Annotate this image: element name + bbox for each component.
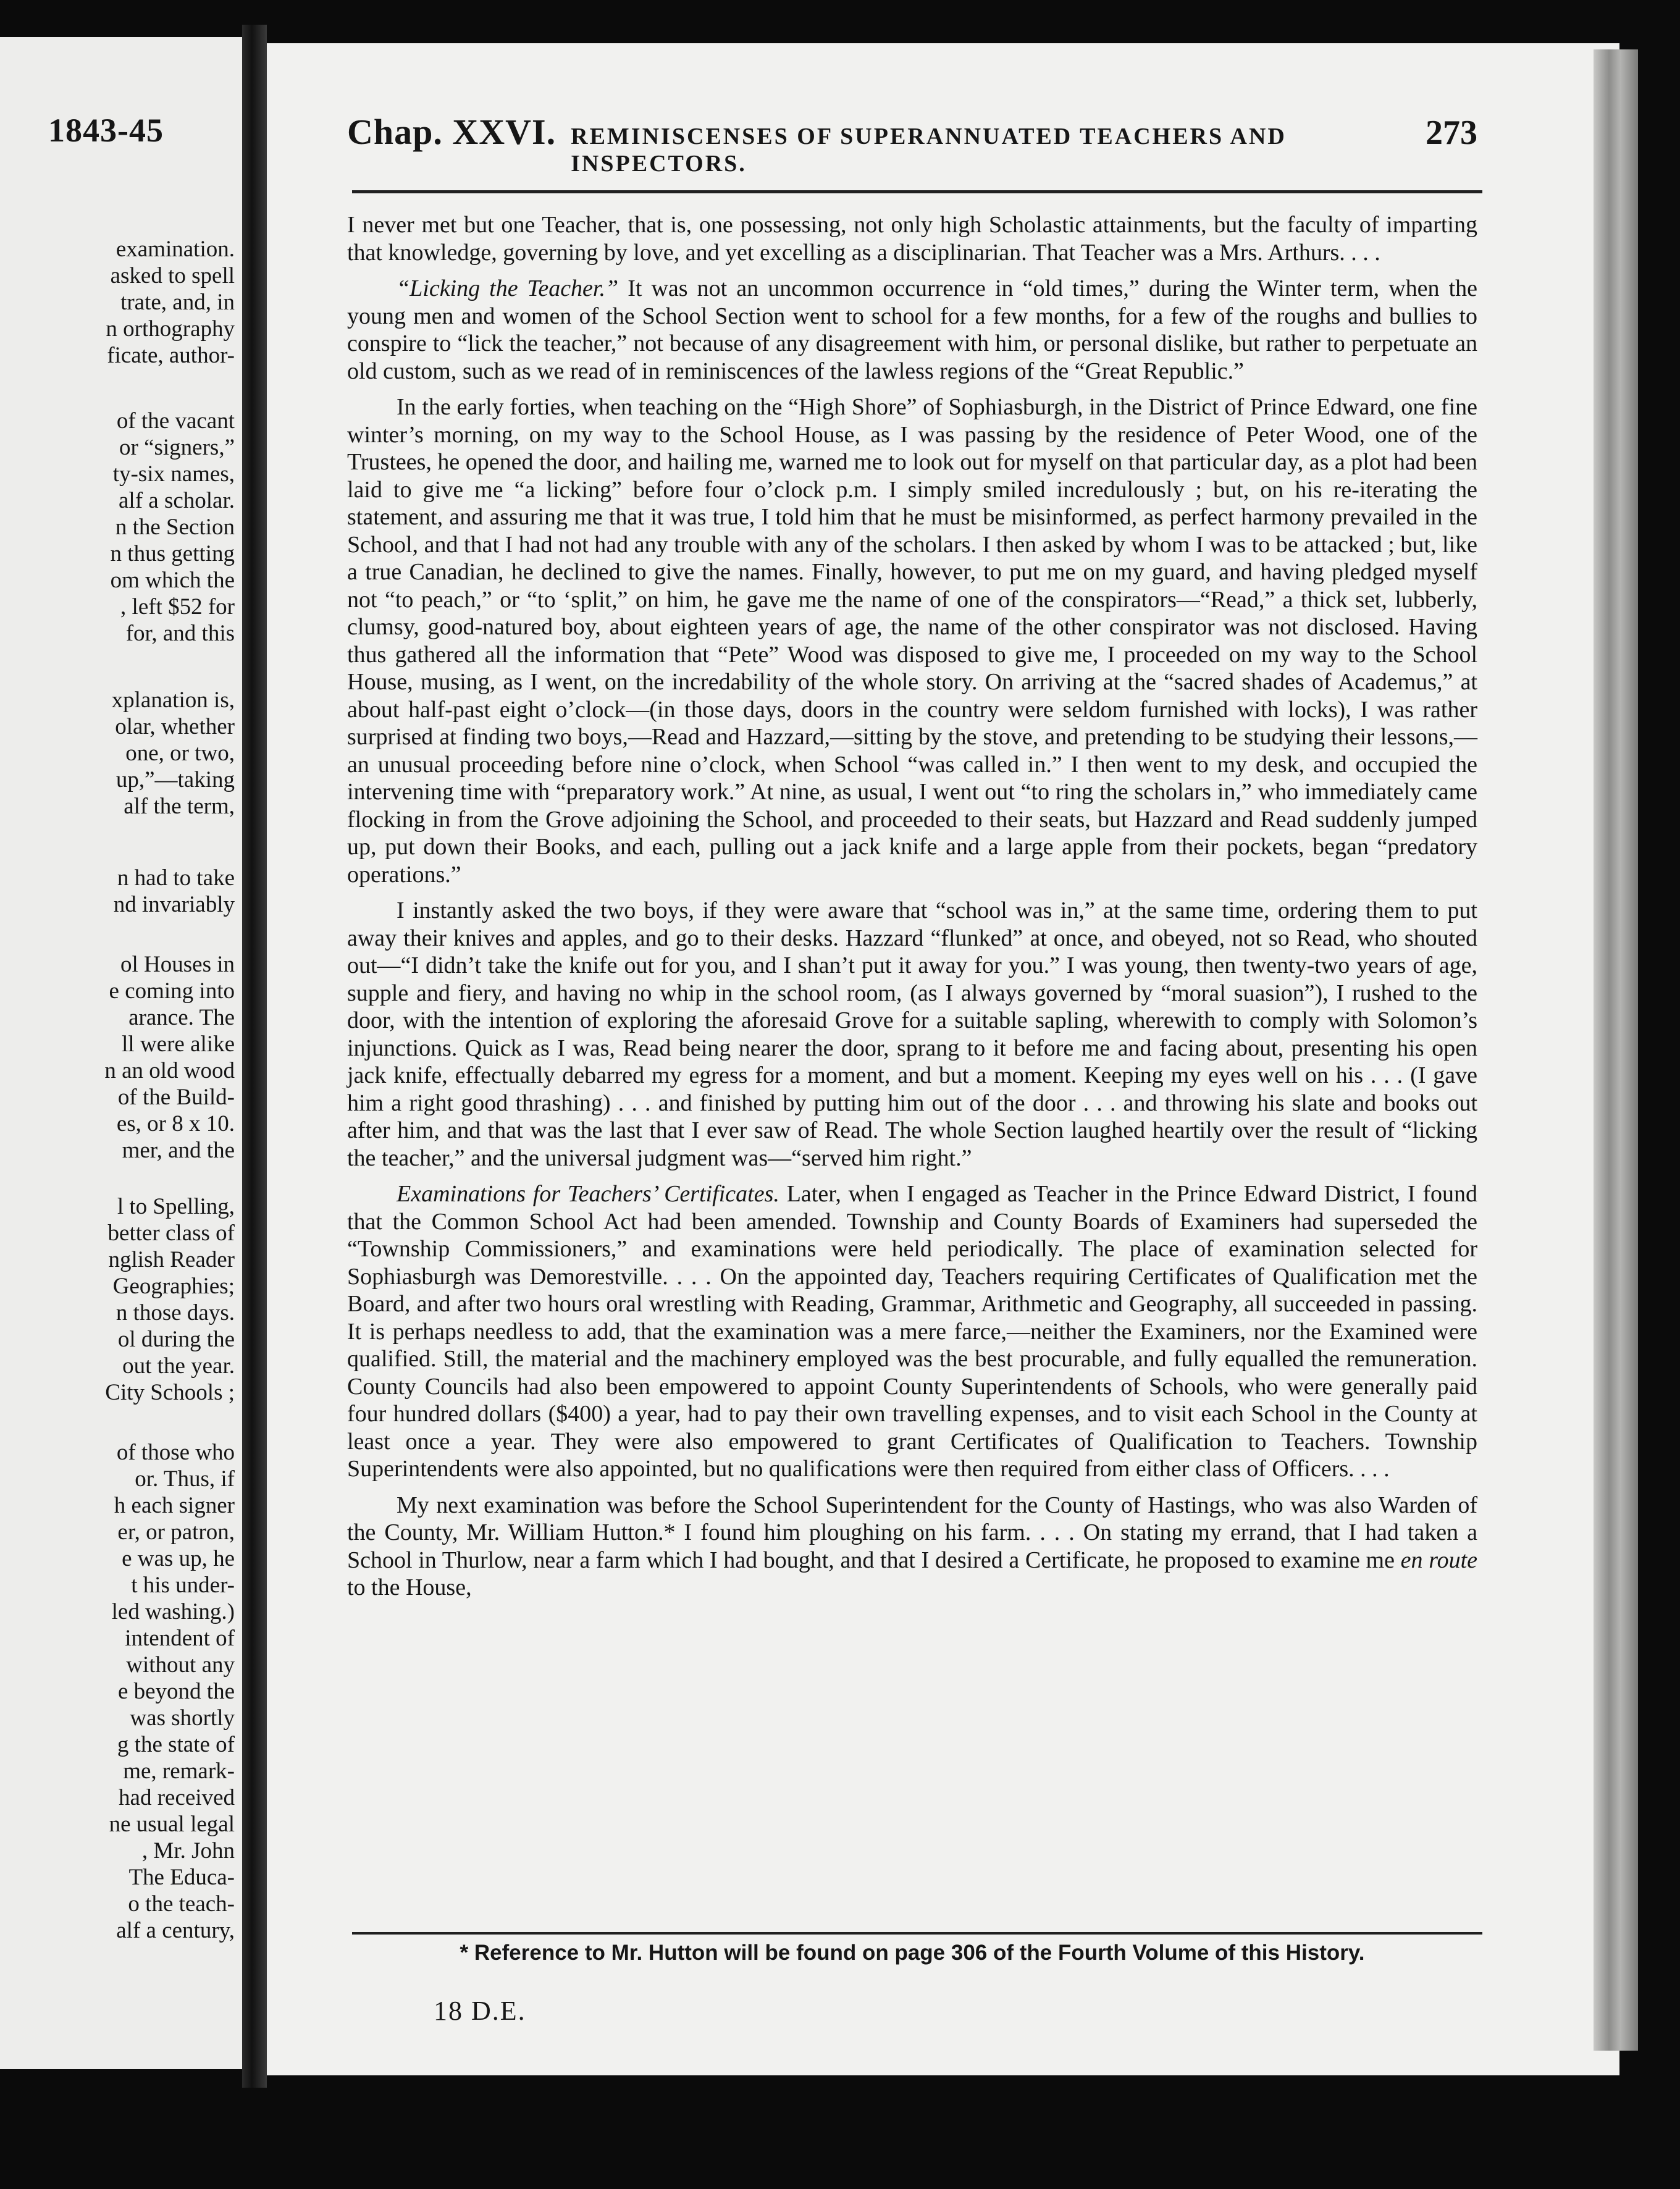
previous-page-line: for, and this bbox=[125, 621, 235, 646]
previous-page-line: e coming into bbox=[109, 978, 235, 1004]
previous-page-line: xplanation is, bbox=[111, 687, 235, 713]
previous-page-line: n thus getting bbox=[110, 541, 235, 566]
previous-page-line: or. Thus, if bbox=[135, 1466, 235, 1492]
previous-page-line: City Schools ; bbox=[105, 1380, 235, 1405]
book-gutter bbox=[242, 25, 267, 2088]
previous-page-line: examination. bbox=[116, 237, 235, 262]
previous-page-line: l to Spelling, bbox=[117, 1194, 235, 1219]
previous-page-line: n had to take bbox=[117, 865, 235, 891]
italic-phrase: en route bbox=[1400, 1547, 1478, 1573]
page-edge-shadow bbox=[1594, 49, 1638, 2051]
previous-page-line: had received bbox=[119, 1785, 235, 1810]
previous-page-line: The Educa- bbox=[128, 1865, 235, 1890]
previous-page-line: alf a scholar. bbox=[119, 488, 235, 513]
previous-page-line: ol Houses in bbox=[120, 952, 235, 977]
section-title: “Licking the Teacher.” bbox=[397, 275, 619, 301]
previous-page-line: up,”—taking bbox=[116, 767, 235, 792]
previous-page-line: trate, and, in bbox=[120, 290, 235, 315]
paragraph: I never met but one Teacher, that is, one possessing, not only high Scholastic attainments, but the faculty of imparting that knowledge, governing by love, and yet excelling as a disciplinarian. That Teacher was a Mrs. Arthurs. . . . bbox=[347, 212, 1477, 266]
previous-page-line: ty-six names, bbox=[112, 461, 235, 487]
paragraph-text: It was not an uncommon occurrence in “old times,” during the Winter term, when the young men and women of the School Section went to school for a few months, for a few of the roughs and bullies to conspire to “lick the teacher,” not because of any disagreement with him, or personal dislike, but rather to perpetuate an old custom, such as we read of in reminiscences of the lawless regions of the “Great Republic.” bbox=[347, 275, 1478, 384]
header-rule bbox=[352, 190, 1482, 193]
previous-page-paragraph bbox=[0, 408, 235, 647]
previous-page-line: asked to spell bbox=[110, 263, 235, 288]
running-title: REMINISCENSES OF SUPERANNUATED TEACHERS AND INSPECTORS. bbox=[571, 124, 1287, 177]
previous-page-line: olar, whether bbox=[115, 714, 235, 739]
previous-page-line: out the year. bbox=[122, 1353, 235, 1379]
previous-page-paragraph bbox=[0, 687, 235, 820]
page bbox=[267, 43, 1619, 2075]
previous-page-line: o the teach- bbox=[128, 1891, 235, 1917]
previous-page-line: mer, and the bbox=[122, 1138, 235, 1163]
previous-page-line: alf a century, bbox=[116, 1918, 235, 1943]
previous-page-line: er, or patron, bbox=[117, 1519, 235, 1545]
paragraph: In the early forties, when teaching on the “High Shore” of Sophiasburgh, in the District of Prince Edward, one fine winter’s morning, on my way to the School House, as I was passing by the residence of Peter Wood, one of the Trustees, he opened the door, and hailing me, warned me to look out for myself on that particular day, as a plot had been laid to give me “a licking” before four o’clock p.m. I simply smiled incredulously ; but, on his re-iterating the statement, and assuring me that it was true, I told him that he must be misinformed, as perfect harmony prevailed in the School, and that I had not had any trouble with any of the scholars. I then asked by whom I was to be attacked ; but, like a true Canadian, he declined to give the names. Finally, however, to put me on my guard, and having pledged myself not “to peach,” or “to ‘split,” on him, he gave me the name of one of the conspirators—“Read,” a thick set, lubberly, clumsy, good-natured boy, about eighteen years of age, the name of the other conspirator was not disclosed. Having thus gathered all the information that “Pete” Wood was disposed to give me, I proceeded on my way to the School House, musing, as I went, on the incredability of the whole story. On arriving at the “sacred shades of Academus,” at about half-past eight o’clock—(in those days, doors in the country were seldom furnished with locks), I was rather surprised at finding two boys,—Read and Hazzard,—sitting by the stove, and pretending to be studying their lessons,—an unusual proceeding before nine o’clock, when School “was called in.” I then went to my desk, and occupied the intervening time with “preparatory work.” At nine, as usual, I went out “to ring the scholars in,” who immediately came flocking in from the Grove adjoining the School, and proceeded to their seats, but Hazzard and Read suddenly jumped up, put down their Books, and each, pulling out a jack knife and a large apple from their pockets, began “predatory operations.” bbox=[347, 394, 1477, 888]
previous-page-line: t his under- bbox=[131, 1573, 235, 1598]
previous-page-line: intendent of bbox=[125, 1626, 235, 1651]
previous-page-line: of the vacant bbox=[116, 408, 235, 434]
paragraph bbox=[347, 1492, 1477, 1602]
previous-page-line: arance. The bbox=[128, 1005, 235, 1030]
footnote: * Reference to Mr. Hutton will be found on page 306 of the Fourth Volume of this History. bbox=[460, 1941, 1365, 1965]
paragraph bbox=[347, 275, 1477, 385]
signature-mark: 18 D.E. bbox=[434, 1996, 526, 2026]
previous-page-line: e was up, he bbox=[122, 1546, 235, 1571]
previous-page-paragraph bbox=[0, 951, 235, 1164]
previous-page-line: e beyond the bbox=[117, 1679, 235, 1704]
previous-page-line: Geographies; bbox=[112, 1274, 235, 1299]
previous-page-line: , left $52 for bbox=[120, 594, 235, 620]
previous-page-line: es, or 8 x 10. bbox=[116, 1111, 235, 1137]
previous-page-line: ll were alike bbox=[122, 1031, 235, 1057]
previous-page-line: better class of bbox=[107, 1221, 235, 1246]
paragraph-text: Later, when I engaged as Teacher in the Prince Edward District, I found that the Common School Act had been amended. Township and County Boards of Examiners had superseded the “Township Commissioners,” and examinations were held periodically. The place of examination selected for Sophiasburgh was Demorestville. . . . On the appointed day, Teachers requiring Certificates of Qualification met the Board, and after two hours oral wrestling with Reading, Grammar, Arithmetic and Geography, all succeeded in passing. It is perhaps needless to add, that the examination was a mere farce,—neither the Examiners, nor the Examined were qualified. Still, the material and the machinery employed was the best procurable, and fully equalled the remuneration. County Councils had also been empowered to appoint County Superintendents of Schools, who were generally paid four hundred dollars ($400) a year, had to pay their own travelling expenses, and to visit each School in the County at least once a year. They were also empowered to grant Certificates of Qualification to Teachers. Township Superintendents were also appointed, but no qualifications were then required from either class of Officers. . . . bbox=[347, 1181, 1477, 1482]
chapter-label: Chap. XXVI. bbox=[347, 112, 556, 152]
previous-page-line: g the state of bbox=[117, 1732, 235, 1757]
previous-page-line: one, or two, bbox=[125, 741, 235, 766]
section-title: Examinations for Teachers’ Certificates. bbox=[397, 1181, 779, 1207]
previous-page-line: ne usual legal bbox=[109, 1812, 235, 1837]
previous-page-header: 1843-45 bbox=[48, 112, 164, 149]
previous-page-line: nd invariably bbox=[113, 892, 235, 917]
previous-page-paragraph bbox=[0, 236, 235, 369]
previous-page-line: of the Build- bbox=[117, 1085, 235, 1110]
page-number: 273 bbox=[1426, 114, 1477, 152]
page-header bbox=[347, 111, 1477, 177]
page-body bbox=[347, 211, 1477, 1610]
previous-page-line: nglish Reader bbox=[108, 1247, 235, 1272]
previous-page-line: without any bbox=[126, 1652, 235, 1678]
previous-page-paragraph bbox=[0, 1193, 235, 1406]
previous-page-paragraph bbox=[0, 865, 235, 918]
paragraph-text: to the House, bbox=[347, 1574, 472, 1600]
previous-page-line: was shortly bbox=[130, 1705, 235, 1731]
previous-page-line: n orthography bbox=[106, 316, 235, 342]
paragraph: I instantly asked the two boys, if they were aware that “school was in,” at the same time, ordering them to put away their knives and apples, and go to their desks. Hazzard “flunked” at once, and obeyed, not so Read, who shouted out—“I didn’t take the knife out for you, and I shan’t put it away for you.” I was young, then twenty-two years of age, supple and fiery, and having no whip in the school room, (as I always governed by “moral suasion”), I rushed to the door, with the intention of exploring the aforesaid Grove for a suitable sapling, wherewith to comply with Solomon’s injunctions. Quick as I was, Read being nearer the door, sprang to it before me and facing about, presenting his open jack knife, effectually debarred my egress for a moment, and but a moment. Keeping my eyes well on his . . . (I gave him a right good thrashing) . . . and finished by putting him out of the door . . . and throwing his slate and books out after him, and that was the last that I ever saw of Read. The whole Section laughed heartily over the result of “licking the teacher,” and the universal judgment was—“served him right.” bbox=[347, 897, 1477, 1171]
previous-page-paragraph bbox=[0, 1439, 235, 1944]
paragraph bbox=[347, 1180, 1477, 1483]
previous-page-line: alf the term, bbox=[124, 794, 235, 819]
previous-page-line: n an old wood bbox=[104, 1058, 235, 1083]
previous-page-line: of those who bbox=[116, 1440, 235, 1465]
previous-page-line: om which the bbox=[110, 568, 235, 593]
previous-page-line: n those days. bbox=[116, 1300, 235, 1326]
previous-page-line: me, remark- bbox=[123, 1758, 235, 1784]
footnote-rule bbox=[352, 1932, 1482, 1935]
previous-page-line: , Mr. John bbox=[141, 1838, 235, 1863]
paragraph-text: My next examination was before the School Superintendent for the County of Hastings, who was also Warden of the County, Mr. William Hutton.* I found him ploughing on his farm. . . . On stating my errand, that I had taken a School in Thurlow, near a farm which I had bought, and that I desired a Certificate, he proposed to examine me bbox=[347, 1492, 1477, 1573]
previous-page-line: or “signers,” bbox=[119, 435, 235, 460]
previous-page-line: ol during the bbox=[117, 1327, 235, 1352]
previous-page-fragment bbox=[0, 37, 242, 2069]
previous-page-line: n the Section bbox=[115, 515, 235, 540]
previous-page-line: h each signer bbox=[114, 1493, 235, 1518]
previous-page-line: ficate, author- bbox=[107, 343, 235, 368]
previous-page-line: led washing.) bbox=[111, 1599, 235, 1624]
